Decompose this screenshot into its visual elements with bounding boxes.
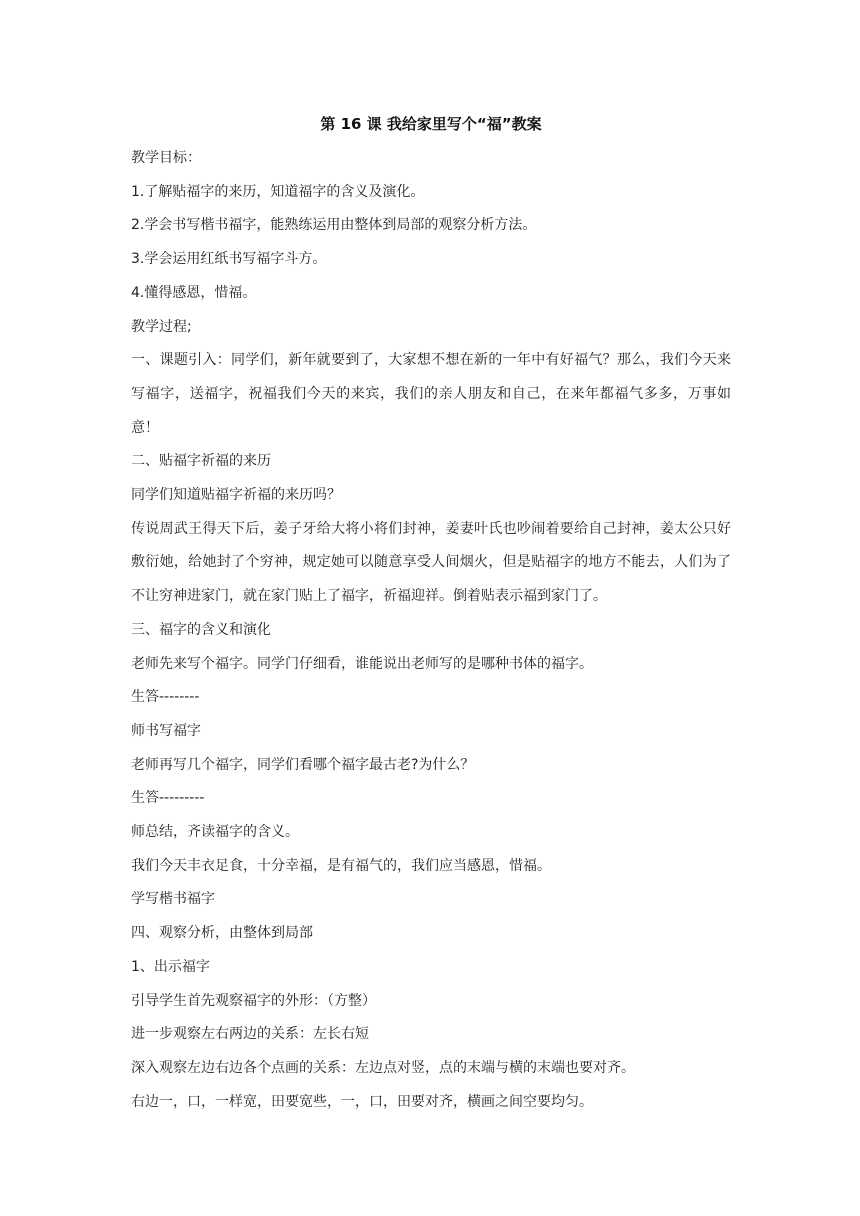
paragraph-legend: 传说周武王得天下后，姜子牙给大将小将们封神，姜妻叶氏也吵闹着要给自己封神，姜太公只好敷衍她，给她封了个穷神，规定她可以随意享受人间烟火，但是贴福字的地方不能去，人们为了不让穷神进家门，就在家门贴上了福字，祈福迎祥。倒着贴表示福到家门了。 bbox=[131, 520, 731, 605]
paragraph-objective-2: 2.学会书写楷书福字，能熟练运用由整体到局部的观察分析方法。 bbox=[131, 217, 537, 234]
paragraph-section-2-heading: 二、贴福字祈福的来历 bbox=[131, 453, 271, 470]
paragraph-teacher-summary: 师总结，齐读福字的含义。 bbox=[131, 824, 299, 841]
paragraph-teacher-writes: 老师先来写个福字。同学门仔细看，谁能说出老师写的是哪种书体的福字。 bbox=[131, 655, 593, 672]
paragraph-question-origin: 同学们知道贴福字祈福的来历吗？ bbox=[131, 487, 341, 504]
paragraph-objective-1: 1.了解贴福字的来历，知道福字的含义及演化。 bbox=[131, 183, 425, 200]
paragraph-process-heading: 教学过程; bbox=[131, 318, 192, 335]
paragraph-right-side: 右边一，口，一样宽，田要宽些，一，口，田要对齐，横画之间空要均匀。 bbox=[131, 1093, 593, 1110]
paragraph-observe-sides: 进一步观察左右两边的关系：左长右短 bbox=[131, 1026, 369, 1043]
paragraph-observe-shape: 引导学生首先观察福字的外形：（方整） bbox=[131, 992, 376, 1009]
paragraph-gratitude: 我们今天丰衣足食，十分幸福，是有福气的，我们应当感恩，惜福。 bbox=[131, 857, 551, 874]
paragraph-section-3-heading: 三、福字的含义和演化 bbox=[131, 621, 271, 638]
document-body bbox=[131, 110, 731, 1119]
paragraph-student-answer-2: 生答--------- bbox=[131, 790, 205, 807]
paragraph-objectives-heading: 教学目标： bbox=[131, 150, 201, 166]
paragraph-learn-regular-script: 学写楷书福字 bbox=[131, 891, 215, 908]
paragraph-student-answer-1: 生答-------- bbox=[131, 689, 200, 706]
paragraph-section-4-heading: 四、观察分析，由整体到局部 bbox=[131, 925, 313, 942]
paragraph-step-1: 1、出示福字 bbox=[131, 958, 210, 975]
document-title: 第 16 课 我给家里写个“福”教案 bbox=[320, 115, 542, 133]
paragraph-teacher-writing: 师书写福字 bbox=[131, 722, 201, 739]
paragraph-observe-strokes: 深入观察左边右边各个点画的关系：左边点对竖，点的末端与横的末端也要对齐。 bbox=[131, 1059, 635, 1076]
paragraph-objective-4: 4.懂得感恩，惜福。 bbox=[131, 284, 257, 301]
paragraph-introduction: 一、课题引入：同学们，新年就要到了，大家想不想在新的一年中有好福气？那么，我们今天来写福字，送福字，祝福我们今天的来宾，我们的亲人朋友和自己，在来年都福气多多，万事如意！ bbox=[131, 352, 731, 436]
paragraph-objective-3: 3.学会运用红纸书写福字斗方。 bbox=[131, 251, 327, 268]
paragraph-teacher-question: 老师再写几个福字，同学们看哪个福字最古老?为什么？ bbox=[131, 756, 475, 773]
